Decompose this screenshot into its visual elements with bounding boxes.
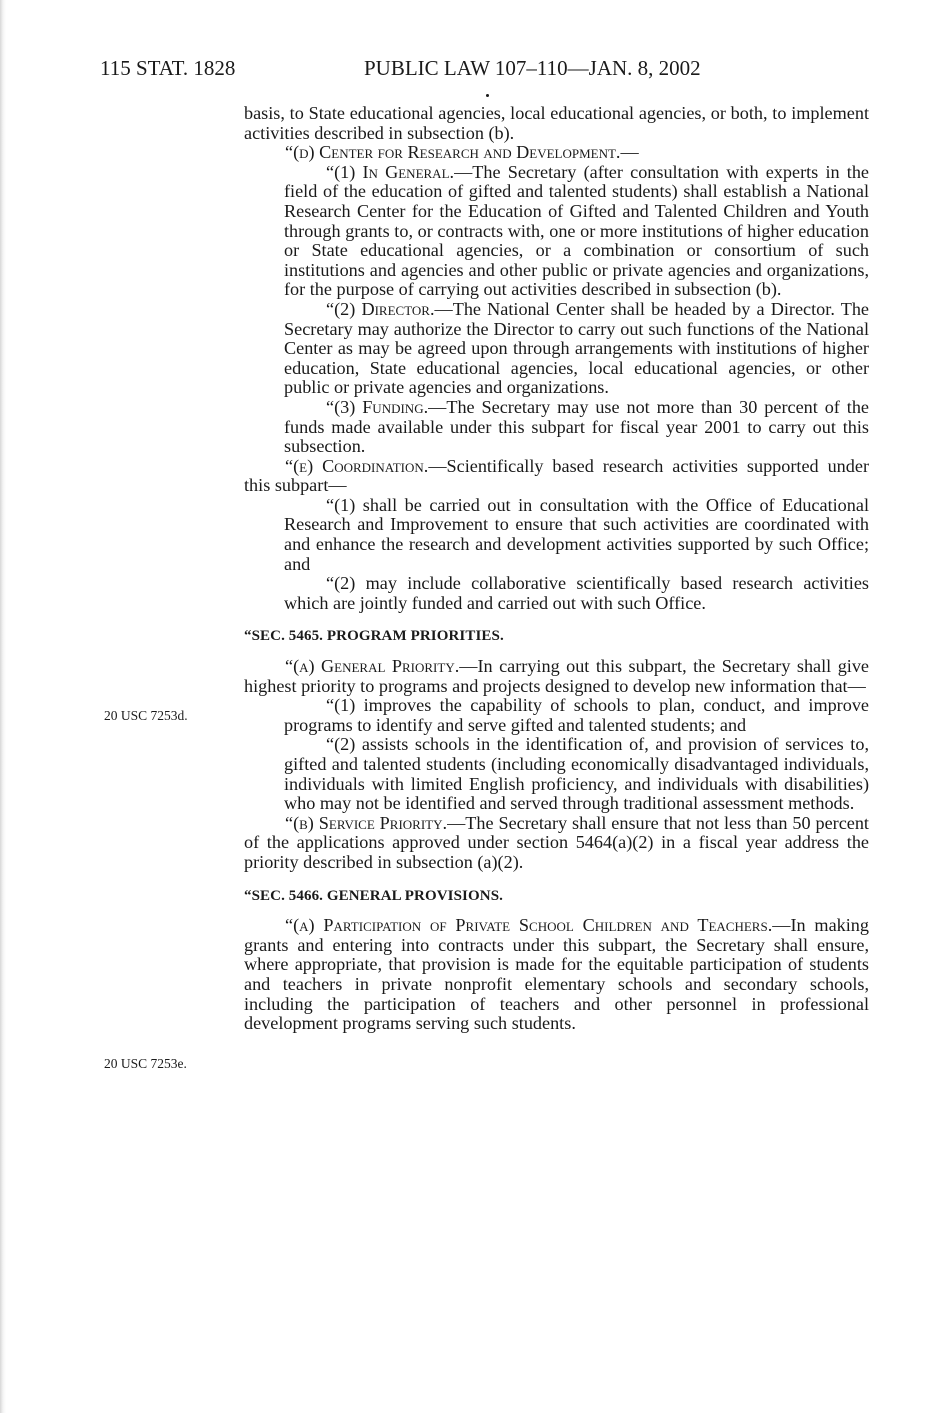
- participation-label: “(a) Participation of Private School Children and Teachers.: [285, 915, 773, 936]
- subsection-b-label: “(b) Service Priority.: [285, 812, 448, 833]
- subsection-a-participation: [244, 916, 869, 1034]
- paragraph-e1: “(1) shall be carried out in consultation with the Office of Educational Research and Improvement to ensure that such activities are coordinated with and enhance the research and development activities supported by such Office; and: [284, 494, 869, 574]
- margin-note-7253e: 20 USC 7253e.: [104, 1056, 187, 1071]
- paragraph-a1: “(1) improves the capability of schools to plan, conduct, and improve programs to identify and serve gifted and talented students; and: [284, 695, 869, 735]
- margin-note-7253d: 20 USC 7253d.: [104, 708, 188, 723]
- page-header: [100, 56, 860, 86]
- subsection-e: [244, 457, 869, 496]
- participation-text: —In making grants and entering into contracts under this subpart, the Secretary shall ensure, where appropriate, that provision is made for the equitable participation of students and teachers in private nonprofit elementary schools and secondary schools, including the participation of teachers and other personnel in professional development programs serving such students.: [244, 915, 869, 1034]
- paragraph-d1-label: “(1) In General.: [326, 161, 455, 182]
- paragraph-d2-text: —The National Center shall be headed by a Director. The Secretary may authorize the Director to carry out such functions of the National Center as may be agreed upon through arrangements with institutions of higher education, State educational agencies, local educational agencies, or other public or private agencies and organizations.: [284, 298, 869, 398]
- paragraph-d2: [244, 300, 869, 398]
- subsection-b-service-priority: [244, 814, 869, 873]
- subsection-a-label: “(a) General Priority.: [285, 656, 460, 677]
- subsection-a-text: —In carrying out this subpart, the Secretary shall give highest priority to programs and projects designed to develop new information that—: [244, 656, 870, 696]
- paragraph-d3: [244, 398, 869, 457]
- paragraph-d3-label: “(3) Funding.: [326, 396, 429, 417]
- stat-page-number: 115 STAT. 1828: [100, 56, 236, 80]
- paragraph-d1-text: —The Secretary (after consultation with experts in the field of the education of gifted and talented students) shall establish a National Research Center for the Education of Gifted and Talented Children and Youth through grants to, or contracts with, one or more institutions of higher education or State educational agencies, or a combination or consortium of such institutions and agencies and other public or private agencies and organizations, for the purpose of carrying out activities described in subsection (b).: [284, 161, 869, 300]
- paragraph-e2: “(2) may include collaborative scientifically based research activities which are jointly funded and carried out with such Office.: [284, 573, 869, 613]
- paragraph-d1: [244, 163, 869, 300]
- subsection-d-heading: “(d) Center for Research and Development.—: [285, 142, 639, 163]
- section-5465-heading: “SEC. 5465. PROGRAM PRIORITIES.: [244, 628, 504, 645]
- subsection-a-general-priority: [244, 657, 869, 696]
- document-body: [244, 104, 869, 1034]
- paragraph-d3-text: —The Secretary may use not more than 30 percent of the funds made available under this subpart for fiscal year 2001 to carry out this subsection.: [284, 396, 869, 457]
- paragraph-d2-label: “(2) Director.: [326, 298, 435, 319]
- subsection-e-label: “(e) Coordination.: [285, 455, 429, 476]
- scan-edge: [0, 0, 6, 1413]
- paragraph-a2: “(2) assists schools in the identification of, and provision of services to, gifted and talented students (including economically disadvantaged individuals, individuals with limited English proficiency, and individuals with disabilities) who may not be identified and served through traditional assessment methods.: [284, 734, 869, 814]
- public-law-title: PUBLIC LAW 107–110—JAN. 8, 2002: [364, 56, 701, 80]
- section-5466-heading: “SEC. 5466. GENERAL PROVISIONS.: [244, 887, 503, 904]
- paragraph-continuation: basis, to State educational agencies, local educational agencies, or both, to implement activities described in subsection (b).: [244, 103, 869, 143]
- stray-dot: [486, 94, 489, 97]
- subsection-b-text: —The Secretary shall ensure that not less than 50 percent of the applications approved under section 5464(a)(2) in a fiscal year address the priority described in subsection (a)(2).: [244, 812, 869, 872]
- subsection-e-text: —Scientifically based research activities supported under this subpart—: [244, 455, 869, 496]
